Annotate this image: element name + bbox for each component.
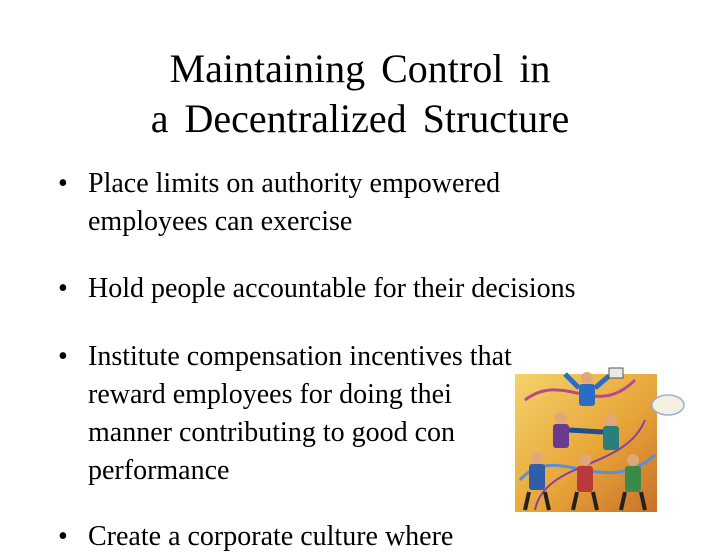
bullet-marker: • xyxy=(58,168,68,199)
title-line-1: Maintaining Control in xyxy=(169,46,551,91)
slide-title xyxy=(100,44,620,144)
bullet-marker: • xyxy=(58,273,68,304)
team-pyramid-illustration-icon xyxy=(505,360,685,515)
bullet-marker: • xyxy=(58,521,68,552)
bullet-line: employees can exercise xyxy=(88,206,353,237)
bullet-line: Institute compensation incentives that xyxy=(88,341,512,372)
bullet-item-culture xyxy=(58,518,678,556)
title-line-2: a Decentralized Structure xyxy=(150,96,570,141)
bullet-line: Create a corporate culture where xyxy=(88,521,454,552)
bullet-line: manner contributing to good con xyxy=(88,417,456,448)
bullet-line: reward employees for doing thei xyxy=(88,379,452,410)
bullet-line: Hold people accountable for their decisions xyxy=(88,273,576,304)
bullet-line: performance xyxy=(88,455,230,486)
bullet-item-accountability xyxy=(58,270,678,308)
bullet-item-compensation xyxy=(58,338,578,490)
bullet-marker: • xyxy=(58,341,68,372)
bullet-line: Place limits on authority empowered xyxy=(88,168,501,199)
bullet-item-limit-authority xyxy=(58,165,678,241)
